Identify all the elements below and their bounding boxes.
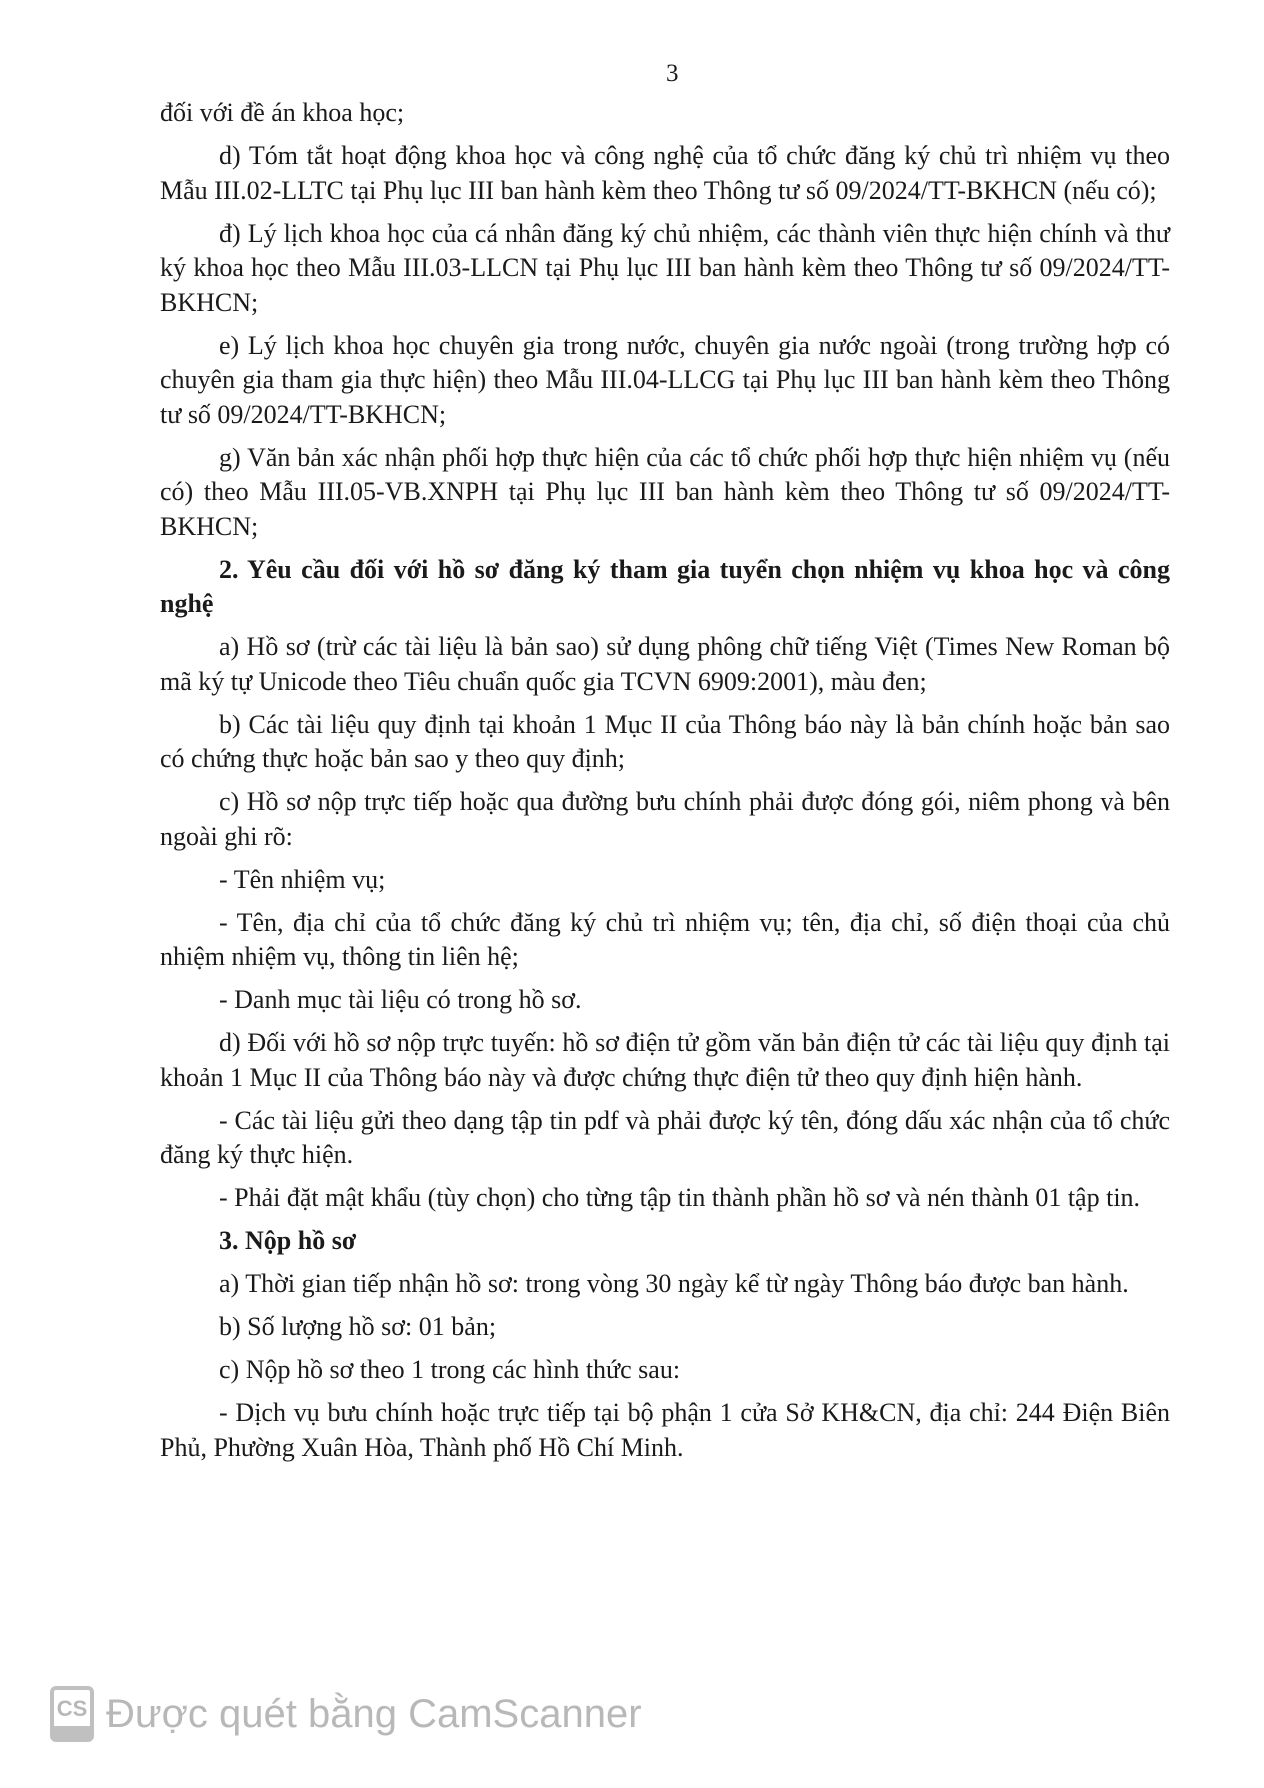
section-heading-2: 2. Yêu cầu đối với hồ sơ đăng ký tham gia tuyển chọn nhiệm vụ khoa học và công nghệ — [160, 554, 1170, 618]
paragraph-item-e: e) Lý lịch khoa học chuyên gia trong nước, chuyên gia nước ngoài (trong trường hợp có chuyên gia tham gia thực hiện) theo Mẫu III.04-LLCG tại Phụ lục III ban hành kèm theo Thông tư số 09/2024/TT-BKHCN; — [160, 330, 1170, 429]
bullet-item: - Tên, địa chỉ của tổ chức đăng ký chủ trì nhiệm vụ; tên, địa chỉ, số điện thoại của chủ nhiệm nhiệm vụ, thông tin liên hệ; — [160, 907, 1170, 971]
paragraph-3a: a) Thời gian tiếp nhận hồ sơ: trong vòng 30 ngày kể từ ngày Thông báo được ban hành. — [219, 1269, 1129, 1298]
paragraph-item-g: g) Văn bản xác nhận phối hợp thực hiện của các tổ chức phối hợp thực hiện nhiệm vụ (nếu có) theo Mẫu III.05-VB.XNPH tại Phụ lục III ban hành kèm theo Thông tư số 09/2024/TT-BKHCN; — [160, 442, 1170, 541]
bullet-item: - Danh mục tài liệu có trong hồ sơ. — [219, 985, 582, 1014]
paragraph-continuation: đối với đề án khoa học; — [160, 98, 405, 127]
bullet-item: - Tên nhiệm vụ; — [219, 864, 386, 894]
document-body — [160, 96, 1170, 1474]
bullet-item: - Phải đặt mật khẩu (tùy chọn) cho từng tập tin thành phần hồ sơ và nén thành 01 tập tin. — [219, 1183, 1141, 1212]
paragraph-2b: b) Các tài liệu quy định tại khoản 1 Mục II của Thông báo này là bản chính hoặc bản sao có chứng thực hoặc bản sao y theo quy định; — [160, 709, 1170, 773]
paragraph-2d: d) Đối với hồ sơ nộp trực tuyến: hồ sơ điện tử gồm văn bản điện tử các tài liệu quy định tại khoản 1 Mục II của Thông báo này và được chứng thực điện tử theo quy định hiện hành. — [160, 1028, 1170, 1092]
bullet-item: - Các tài liệu gửi theo dạng tập tin pdf và phải được ký tên, đóng dấu xác nhận của tổ chức đăng ký thực hiện. — [160, 1105, 1170, 1169]
camscanner-watermark — [50, 1686, 642, 1742]
section-heading-3: 3. Nộp hồ sơ — [219, 1226, 357, 1255]
paragraph-3c: c) Nộp hồ sơ theo 1 trong các hình thức sau: — [219, 1355, 681, 1384]
camscanner-logo-icon: CS — [50, 1686, 94, 1742]
paragraph-item-dd: đ) Lý lịch khoa học của cá nhân đăng ký chủ nhiệm, các thành viên thực hiện chính và thư ký khoa học theo Mẫu III.03-LLCN tại Phụ lục III ban hành kèm theo Thông tư số 09/2024/TT-BKHCN; — [160, 218, 1170, 317]
paragraph-item-d: d) Tóm tắt hoạt động khoa học và công nghệ của tổ chức đăng ký chủ trì nhiệm vụ theo Mẫu III.02-LLTC tại Phụ lục III ban hành kèm theo Thông tư số 09/2024/TT-BKHCN (nếu có); — [160, 141, 1170, 205]
paragraph-2c: c) Hồ sơ nộp trực tiếp hoặc qua đường bưu chính phải được đóng gói, niêm phong và bên ngoài ghi rõ: — [160, 787, 1170, 851]
paragraph-2a: a) Hồ sơ (trừ các tài liệu là bản sao) sử dụng phông chữ tiếng Việt (Times New Roman bộ mã ký tự Unicode theo Tiêu chuẩn quốc gia TCVN 6909:2001), màu đen; — [160, 632, 1170, 696]
paragraph-3b: b) Số lượng hồ sơ: 01 bản; — [219, 1312, 497, 1341]
watermark-text: Được quét bằng CamScanner — [106, 1691, 642, 1736]
bullet-item: - Dịch vụ bưu chính hoặc trực tiếp tại bộ phận 1 cửa Sở KH&CN, địa chỉ: 244 Điện Biên Phủ, Phường Xuân Hòa, Thành phố Hồ Chí Minh. — [160, 1398, 1170, 1462]
page-number: 3 — [666, 60, 679, 87]
